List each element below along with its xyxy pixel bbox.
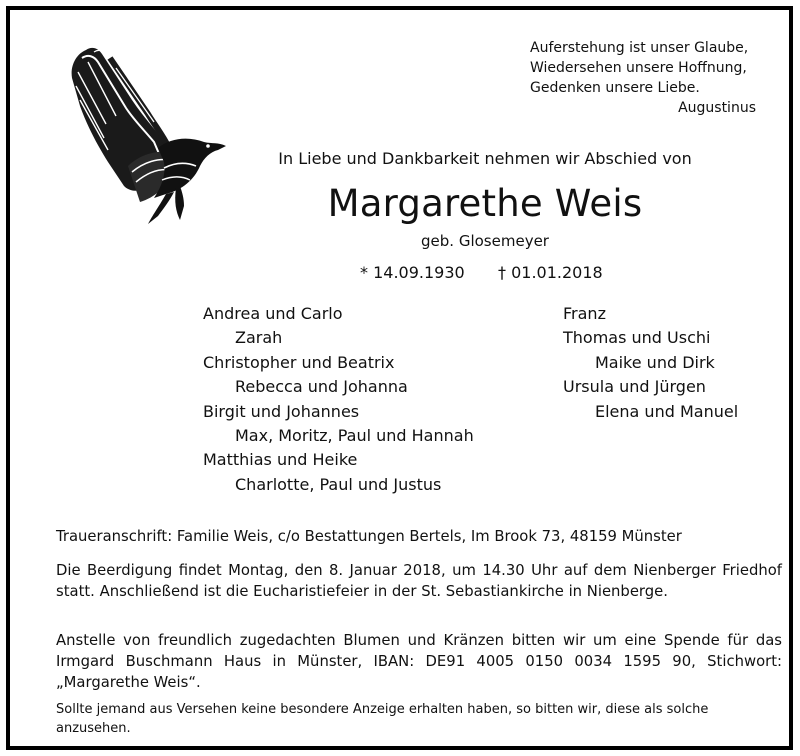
- mourner-line: Rebecca und Johanna: [235, 377, 408, 397]
- mourning-address: Traueranschrift: Familie Weis, c/o Bestattungen Bertels, Im Brook 73, 48159 Münster: [56, 528, 682, 545]
- mourner-line: Thomas und Uschi: [563, 328, 711, 348]
- mourner-line: Birgit und Johannes: [203, 401, 360, 421]
- mourner-line: Maike und Dirk: [595, 352, 715, 372]
- obituary-notice: [6, 6, 793, 750]
- mourner-line: Charlotte, Paul und Justus: [235, 474, 442, 494]
- mourner-line: Matthias und Heike: [203, 450, 358, 470]
- deceased-name: Margarethe Weis: [327, 182, 643, 225]
- mourner-line: Zarah: [235, 328, 283, 348]
- mourner-line: Christopher und Beatrix: [203, 352, 395, 372]
- quote-line: Gedenken unsere Liebe.: [530, 80, 700, 96]
- praying-hands-dove-icon: [58, 38, 238, 228]
- mourner-line: Max, Moritz, Paul und Hannah: [235, 426, 474, 446]
- quote: [530, 38, 778, 98]
- funeral-details: Die Beerdigung findet Montag, den 8. Januar 2018, um 14.30 Uhr auf dem Nienberger Friedhof statt. Anschließend ist die Eucharistiefeier in der St. Sebastiankirche in Nienberge.: [56, 562, 782, 600]
- quote-author: Augustinus: [678, 100, 756, 116]
- intro-text: In Liebe und Dankbarkeit nehmen wir Abschied von: [278, 149, 692, 168]
- quote-line: Auferstehung ist unser Glaube,: [530, 40, 749, 56]
- closing-note: Sollte jemand aus Versehen keine besondere Anzeige erhalten haben, so bitten wir, diese als solche anzusehen.: [56, 702, 709, 736]
- quote-line: Wiedersehen unsere Hoffnung,: [530, 60, 747, 76]
- mourner-line: Elena und Manuel: [595, 401, 739, 421]
- birth-name: geb. Glosemeyer: [421, 232, 549, 250]
- donation-request: Anstelle von freundlich zugedachten Blumen und Kränzen bitten wir um eine Spende für das Irmgard Buschmann Haus in Münster, IBAN: DE91 4005 0150 0034 1595 90, Stichwort: „Margarethe Weis“.: [56, 632, 782, 691]
- mourner-line: Ursula und Jürgen: [563, 377, 706, 397]
- birth-date: * 14.09.1930: [360, 263, 465, 282]
- death-date: † 01.01.2018: [498, 263, 603, 282]
- mourners-right-column: [563, 302, 783, 424]
- mourner-line: Andrea und Carlo: [203, 304, 343, 323]
- mourner-line: Franz: [563, 304, 606, 323]
- mourners-left-column: [203, 302, 543, 497]
